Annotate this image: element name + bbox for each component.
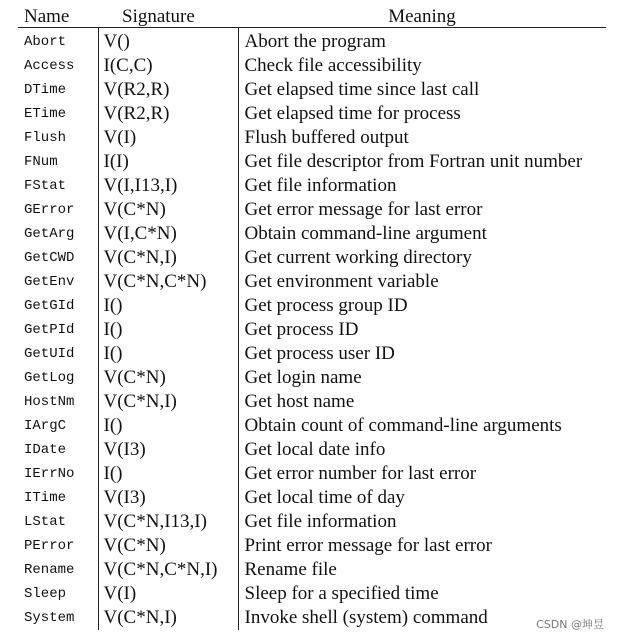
table-header (18, 4, 606, 28)
function-name-cell: IArgC (18, 414, 98, 438)
signature-cell: V(C*N) (98, 534, 238, 558)
meaning-cell: Get host name (244, 391, 355, 412)
signature-cell: V(I3) (98, 438, 238, 462)
meaning-cell: Invoke shell (system) command (244, 607, 488, 628)
meaning-cell: Print error message for last error (244, 535, 492, 556)
table-row (18, 366, 606, 390)
function-name-cell: Rename (18, 558, 98, 582)
signature-cell: V(I,I13,I) (98, 174, 238, 198)
meaning-cell: Get process group ID (244, 295, 408, 316)
signature-cell: V(R2,R) (98, 78, 238, 102)
signature-cell: V(C*N,C*N,I) (98, 558, 238, 582)
header-meaning: Meaning (238, 4, 606, 28)
meaning-cell: Get elapsed time for process (244, 103, 461, 124)
meaning-cell: Get file information (244, 511, 397, 532)
signature-cell: I(I) (98, 150, 238, 174)
meaning-cell: Check file accessibility (244, 55, 422, 76)
meaning-cell: Get environment variable (244, 271, 439, 292)
function-name-cell: GetGId (18, 294, 98, 318)
signature-cell: I() (98, 294, 238, 318)
table-row (18, 318, 606, 342)
table-row (18, 246, 606, 270)
table-row (18, 510, 606, 534)
table-row (18, 174, 606, 198)
meaning-cell: Get file information (244, 175, 397, 196)
table-row (18, 54, 606, 78)
meaning-cell: Abort the program (244, 31, 386, 52)
meaning-cell: Get file descriptor from Fortran unit number (244, 151, 583, 172)
table-body (18, 28, 606, 631)
signature-cell: V(C*N,C*N) (98, 270, 238, 294)
table-row (18, 78, 606, 102)
function-name-cell: Access (18, 54, 98, 78)
meaning-cell: Obtain command-line argument (244, 223, 487, 244)
signature-cell: V(I,C*N) (98, 222, 238, 246)
meaning-cell: Get local time of day (244, 487, 405, 508)
table-row (18, 126, 606, 150)
table-row (18, 102, 606, 126)
header-row (18, 4, 606, 28)
signature-cell: V() (98, 28, 238, 55)
signature-cell: V(C*N) (98, 198, 238, 222)
meaning-cell: Get local date info (244, 439, 386, 460)
function-name-cell: PError (18, 534, 98, 558)
meaning-cell: Sleep for a specified time (244, 583, 439, 604)
signature-cell: I(C,C) (98, 54, 238, 78)
signature-cell: V(C*N) (98, 366, 238, 390)
table-row (18, 294, 606, 318)
signature-cell: V(C*N,I) (98, 390, 238, 414)
function-table (18, 4, 606, 630)
document-page (18, 4, 606, 630)
signature-cell: V(I3) (98, 486, 238, 510)
watermark: CSDN @坤昱 (536, 618, 604, 631)
function-name-cell: Abort (18, 28, 98, 55)
table-row (18, 198, 606, 222)
meaning-cell: Get process user ID (244, 343, 395, 364)
table-row (18, 486, 606, 510)
meaning-cell: Get current working directory (244, 247, 472, 268)
table-row (18, 582, 606, 606)
table-row (18, 150, 606, 174)
meaning-cell: Rename file (244, 559, 337, 580)
table-row (18, 222, 606, 246)
function-name-cell: GetUId (18, 342, 98, 366)
function-name-cell: IErrNo (18, 462, 98, 486)
meaning-cell: Get login name (244, 367, 362, 388)
header-signature: Signature (98, 4, 238, 28)
table-row (18, 558, 606, 582)
function-name-cell: DTime (18, 78, 98, 102)
table-row (18, 462, 606, 486)
signature-cell: I() (98, 462, 238, 486)
table-row (18, 270, 606, 294)
signature-cell: V(I) (98, 582, 238, 606)
function-name-cell: GetCWD (18, 246, 98, 270)
signature-cell: V(C*N,I) (98, 246, 238, 270)
signature-cell: I() (98, 318, 238, 342)
table-row (18, 438, 606, 462)
function-name-cell: IDate (18, 438, 98, 462)
function-name-cell: GetLog (18, 366, 98, 390)
function-name-cell: LStat (18, 510, 98, 534)
meaning-cell: Obtain count of command-line arguments (244, 415, 562, 436)
table-row (18, 390, 606, 414)
table-row (18, 534, 606, 558)
signature-cell: I() (98, 414, 238, 438)
function-name-cell: System (18, 606, 98, 630)
function-name-cell: GError (18, 198, 98, 222)
function-name-cell: HostNm (18, 390, 98, 414)
signature-cell: I() (98, 342, 238, 366)
function-name-cell: GetPId (18, 318, 98, 342)
meaning-cell: Get error number for last error (244, 463, 477, 484)
meaning-cell: Get error message for last error (244, 199, 483, 220)
meaning-cell: Get elapsed time since last call (244, 79, 480, 100)
function-name-cell: FNum (18, 150, 98, 174)
table-row (18, 342, 606, 366)
function-name-cell: Sleep (18, 582, 98, 606)
signature-cell: V(R2,R) (98, 102, 238, 126)
table-row (18, 414, 606, 438)
function-name-cell: Flush (18, 126, 98, 150)
meaning-cell: Flush buffered output (244, 127, 409, 148)
function-name-cell: ITime (18, 486, 98, 510)
function-name-cell: GetEnv (18, 270, 98, 294)
signature-cell: V(C*N,I13,I) (98, 510, 238, 534)
function-name-cell: GetArg (18, 222, 98, 246)
signature-cell: V(C*N,I) (98, 606, 238, 630)
meaning-cell: Get process ID (244, 319, 359, 340)
header-name: Name (18, 4, 98, 28)
function-name-cell: ETime (18, 102, 98, 126)
table-row (18, 28, 606, 55)
signature-cell: V(I) (98, 126, 238, 150)
function-name-cell: FStat (18, 174, 98, 198)
table-row (18, 606, 606, 630)
